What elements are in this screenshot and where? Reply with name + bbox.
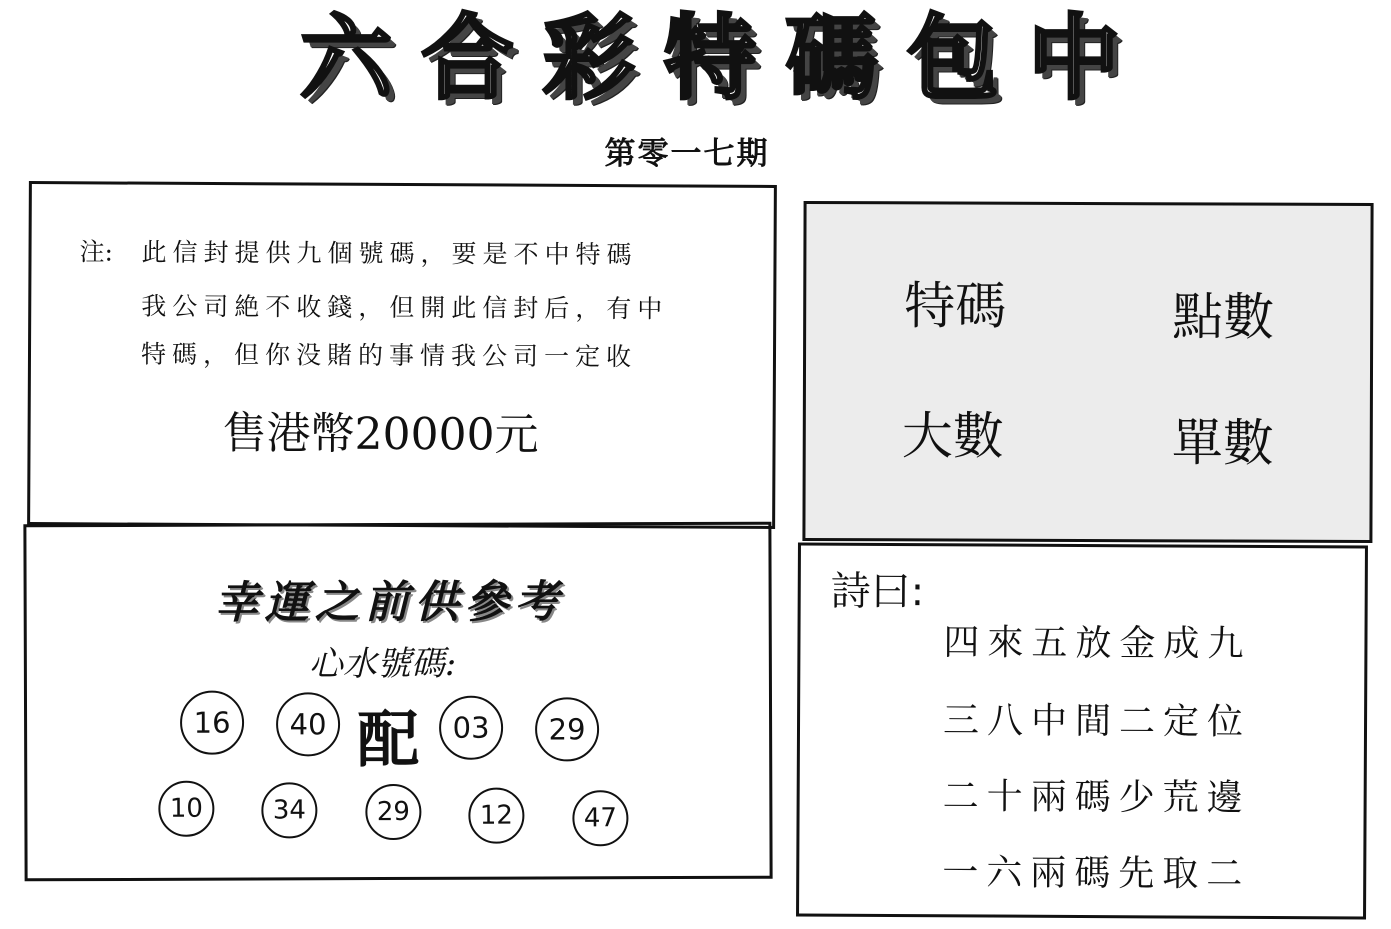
poem-label: 詩曰: <box>830 568 925 616</box>
title-char: 特 <box>663 3 756 112</box>
title-char: 彩 <box>542 3 635 112</box>
note-box <box>27 181 777 529</box>
poem-line: 二十兩碼少荒邊 <box>942 776 1251 819</box>
number-ball: 12 <box>468 788 524 844</box>
page-title <box>300 0 1120 115</box>
number-ball: 03 <box>439 696 503 760</box>
number-ball: 29 <box>535 697 599 761</box>
issue-number: 第零一七期 <box>604 136 770 172</box>
category-points: 點數 <box>1172 288 1275 348</box>
title-char: 碼 <box>785 3 878 112</box>
lucky-subtitle: 心水號碼: <box>308 643 457 685</box>
title-char: 六 <box>300 3 393 112</box>
poem-line: 一六兩碼先取二 <box>942 852 1251 895</box>
note-line: 特碼，但你没賭的事情我公司一定收 <box>140 339 638 372</box>
title-char: 中 <box>1027 3 1120 112</box>
title-char: 合 <box>421 3 514 112</box>
number-ball: 40 <box>276 692 340 756</box>
lucky-title: 幸運之前供參考 <box>214 576 565 629</box>
number-ball: 47 <box>572 790 628 846</box>
note-line: 此信封提供九個號碼，要是不中特碼 <box>141 237 638 270</box>
category-special-number: 特碼 <box>904 277 1007 337</box>
category-box <box>802 201 1373 543</box>
category-odd: 單數 <box>1171 414 1274 474</box>
price-text: 售港幣20000元 <box>222 408 539 461</box>
number-ball: 16 <box>180 691 244 755</box>
note-line: 我公司絶不收錢，但開此信封后，有中 <box>141 291 669 324</box>
title-char: 包 <box>906 3 999 112</box>
category-big: 大數 <box>901 407 1004 467</box>
poem-box <box>796 543 1368 920</box>
number-ball: 29 <box>365 784 421 840</box>
number-ball: 10 <box>158 781 214 837</box>
lucky-numbers-box <box>23 522 772 882</box>
note-label: 注: <box>79 237 114 267</box>
poem-line: 三八中間二定位 <box>942 700 1252 743</box>
pei-character: 配 <box>357 702 420 777</box>
number-ball: 34 <box>261 782 317 838</box>
poem-line: 四來五放金成九 <box>943 622 1252 665</box>
